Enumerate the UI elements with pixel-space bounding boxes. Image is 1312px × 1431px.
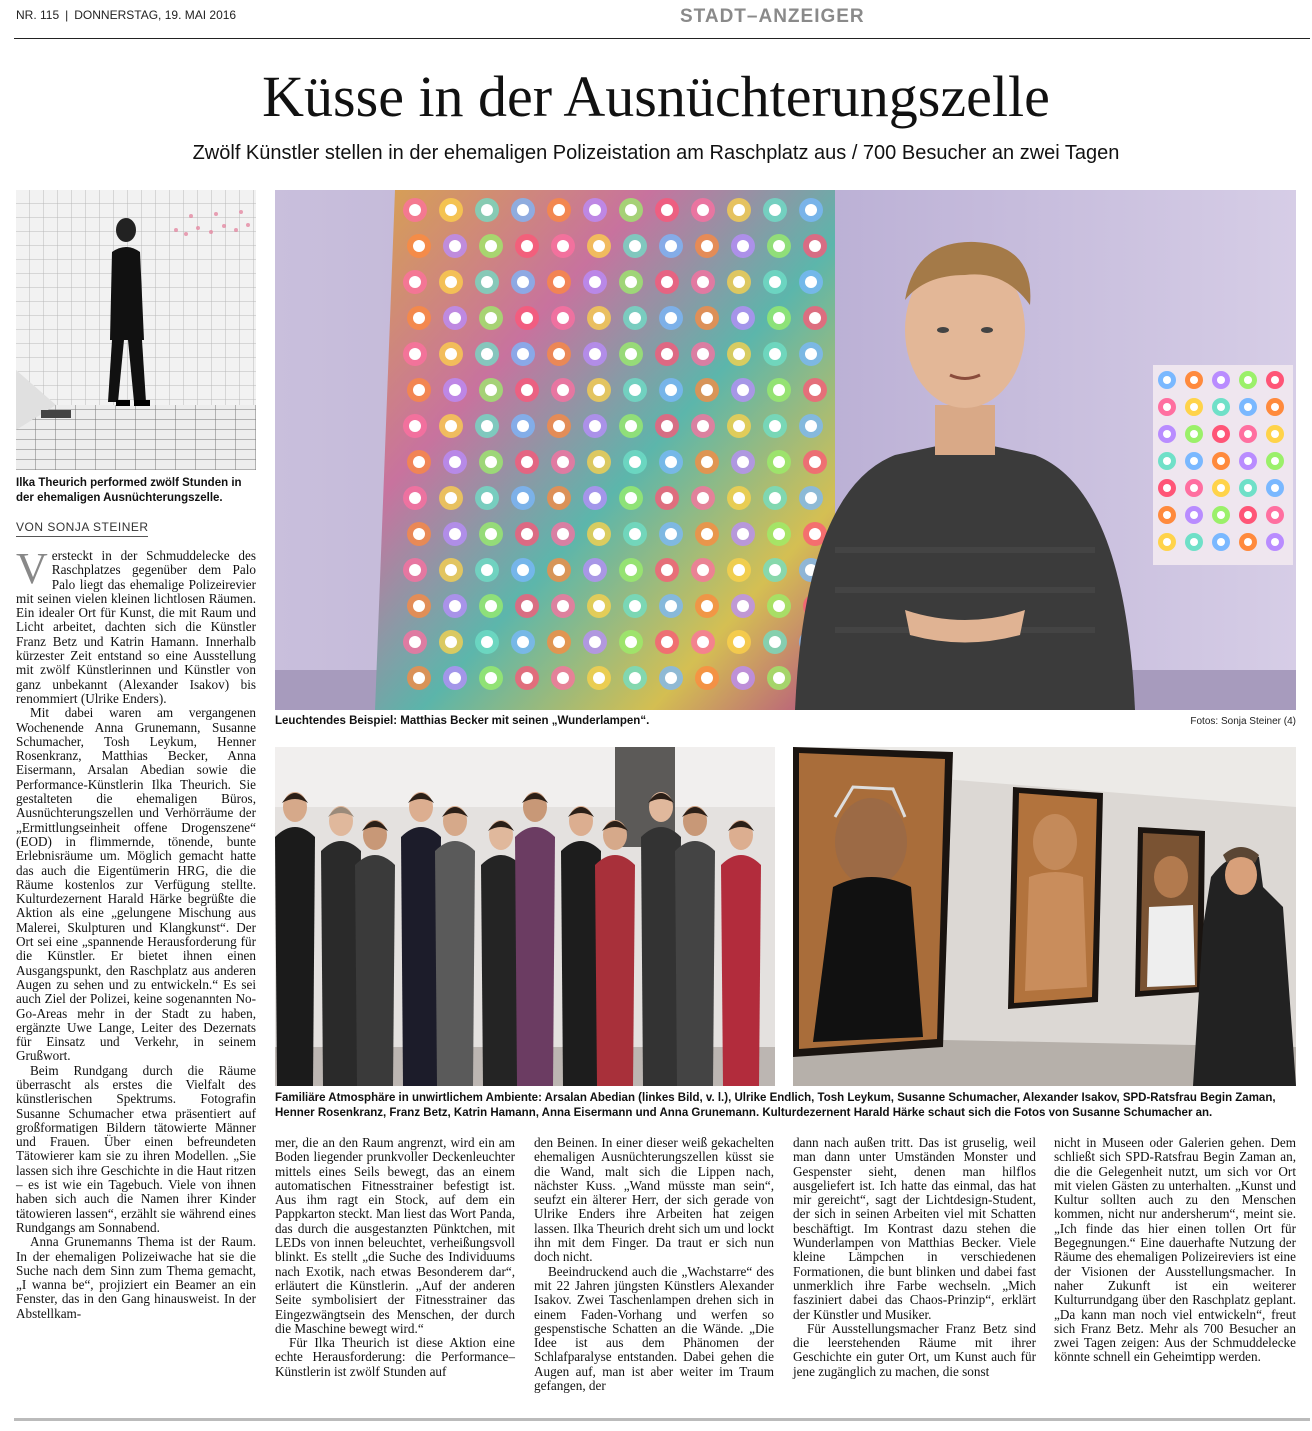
article-lead-text: ersteckt in der Schmuddelecke des Raschplatzes gegenüber dem Palo Palo liegt das ehemalige Polizeirevier mit seinen vielen kleinen lichtlosen Räumen. Ein idealer Ort für Kunst, die mit Raum und Licht arbeitet, dachten sich die Künstler Franz Betz und Katrin Hamann. Innerhalb kürzester Zeit entstand so eine Ausstellung mit zwölf Künstlerinnen und Künstler von ganz unbekannt (Alexander Isakov) bis renommiert (Ulrike Enders).	[16, 548, 256, 706]
photo-group	[275, 747, 775, 1086]
article-column-2	[275, 1136, 515, 1379]
headline: Küsse in der Ausnüchterungszelle	[262, 64, 1050, 129]
byline: VON SONJA STEINER	[16, 520, 149, 534]
article-paragraph: Beeindruckend auch die „Wachstarre“ des mit 22 Jahren jüngsten Künstlers Alexander Isakov. Zwei Taschenlampen drehen sich in einem Faden-Vorhang und werfen so gespenstische Schatten an die Wände. „Die Idee ist aus dem Phänomen der Schlafparalyse entstanden. Dabei gehen die Augen auf, man ist aber weiter im Traum gefangen, der	[534, 1263, 774, 1394]
article-paragraph: Beim Rundgang durch die Räume überrascht als erstes die Vielfalt des künstlerischen Spektrums. Fotografin Susanne Schumacher etwa präsentiert auf großformatigen Bildern tätowierte Männer und Frauen. Über einen befreundeten Tätowierer kam sie zu ihren Modellen. „Sie lassen sich ihre Geschichte in die Haut ritzen – es ist wie ein Tagebuch. Viele von ihnen haben sich auch die Namen ihrer Kinder tätowieren lassen“, erzählt sie während eines Rundgangs am Sonnabend.	[16, 1062, 256, 1235]
header-rule	[14, 38, 1310, 39]
caption-bottom: Familiäre Atmosphäre in unwirtlichem Ambiente: Arsalan Abedian (linkes Bild, v. l.), Ulrike Endlich, Tosh Leykum, Susanne Schumacher, Alexander Isakov, SPD-Ratsfrau Begin Zaman, Henner Rosenkranz, Franz Betz, Katrin Hamann, Anna Eisermann und Anna Grunemann. Kulturdezernent Harald Härke schaut sich die Fotos von Susanne Schumacher an.	[275, 1092, 1276, 1119]
article-paragraph: Anna Grunemanns Thema ist der Raum. In der ehemaligen Polizeiwache hat sie die Suche nach dem Sinn zum Thema gemacht, „I wanna be“, projiziert ein Beamer an ein Fenster, das in den Gang hinausweist. In der Abstellkam-	[16, 1234, 256, 1321]
article-paragraph: Für Ausstellungsmacher Franz Betz sind die leerstehenden Räume mit ihrer Geschichte ein guter Ort, um Kunst auch für jene zugänglich zu machen, die sonst	[793, 1320, 1036, 1379]
subheadline: Zwölf Künstler stellen in der ehemaligen Polizeistation am Raschplatz aus / 700 Besucher an zwei Tagen	[192, 142, 1120, 164]
article-paragraph: Mit dabei waren am vergangenen Wochenende Anna Grunemann, Susanne Schumacher, Tosh Leykum, Henner Rosenkranz, Matthias Becker, Anna Eisermann, Arsalan Abedian sowie die Performance-Künstlerin Ilka Theurich. Sie gestalteten die ehemaligen Büros, Ausnüchterungszellen und Verhörräume der „Ermittlungseinheit offene Drogenszene“ (EOD) in flimmernde, tönende, bunte Erlebnisräume um. Möglich gemacht hatte das auch die Eigentümerin HRG, die die Räume kostenlos zur Verfügung stellte. Kulturdezernent Harald Härke begrüßte die Aktion als eine „gelungene Mischung aus Malerei, Skulpturen und Klangkunst“. Der Ort sei eine „spannende Herausforderung für die Künstler. Er bietet ihnen einen Ausgangspunkt, den Raschplatz aus anderen Augen zu sehen und zu entwickeln.“ Es sei auch Ziel der Polizei, keine sogenannten No-Go-Areas mehr in der Stadt zu haben, ergänzte Uwe Lange, Leiter des Dezernats für Einsatz und Verkehr, in seinem Grußwort.	[16, 705, 256, 1064]
article-paragraph: dann nach außen tritt. Das ist gruselig, weil man dann unter Umständen Monster und Gespenster sieht, denen man hilflos ausgeliefert ist. Ich hatte das einmal, das hat mir gereicht“, sagt der Lichtdesign-Student, der sich in seinen Arbeiten viel mit Schatten beschäftigt. Im Kontrast dazu stehen die Wunderlampen von Matthias Becker. Viele kleine Lämpchen in verschiedenen Formationen, die bunt blinken und dabei fast unmerklich ihre Farbe wechseln. „Mich fasziniert dabei das Chaos-Prinzip“, erklärt der Künstler und Musiker.	[793, 1135, 1036, 1322]
footer-rule	[14, 1418, 1310, 1421]
photo-tattoo-exhibit	[793, 747, 1296, 1086]
article-column-3	[534, 1136, 774, 1393]
photo-performer	[16, 190, 256, 470]
article-paragraph: nicht in Museen oder Galerien gehen. Dem schließt sich SPD-Ratsfrau Begin Zaman an, die die Gelegenheit nutzt, um sich vor Ort mit vielen Gästen zu unterhalten. „Kunst und Kultur sollten auch zu den Menschen kommen, nicht nur andersherum“, meint sie. „Ich finde das hier einen tollen Ort für Begegnungen.“ Eine dauerhafte Nutzung der Räume des ehemaligen Polizeireviers ist eine der Visionen der Ausstellungsmacher. In naher Zukunft ist ein weiterer Kulturrundgang über den Raschplatz geplant. „Da kann man noch viel entwickeln“, freut sich Franz Betz. Mehr als 700 Besucher an zwei Tagen zeigen: Aus der Schmuddelecke könnte schnell ein Geheimtipp werden.	[1054, 1135, 1296, 1365]
photo-main	[275, 190, 1296, 710]
section-title: STADT–ANZEIGER	[680, 6, 865, 27]
photo-credit: Fotos: Sonja Steiner (4)	[1190, 716, 1296, 727]
article-column-1	[16, 544, 256, 1321]
caption-main: Leuchtendes Beispiel: Matthias Becker mit seinen „Wunderlampen“.	[275, 715, 650, 727]
article-paragraph: den Beinen. In einer dieser weiß gekachelten ehemaligen Ausnüchterungszellen küsst sie die Wand, malt sich die Lippen nach, nächster Kuss. „Wand müsste man sein“, seufzt ein älterer Herr, der sich gerade von Ulrike Enders ihre Arbeiten hat zeigen lassen. Ilka Theurich dreht sich um und lockt ihn mit dem Finger. Da traut er sich nun doch nicht.	[534, 1135, 774, 1265]
article-paragraph	[16, 544, 256, 706]
caption-performer: Ilka Theurich performed zwölf Stunden in der ehemaligen Ausnüchterungszelle.	[16, 477, 242, 504]
article-paragraph: mer, die an den Raum angrenzt, wird ein am Boden liegender prunkvoller Deckenleuchter mittels eines Seils bewegt, das an einem automatischen Fitnesstrainer befestigt ist. Aus ihm ragt ein Stock, auf dem ein Pappkarton steckt. Man liest das Wort Panda, das durch die ausgestanzten Pünktchen, mit LEDs von innen beleuchtet, verheißungsvoll blinkt. Es stellt „die Suche des Individuums nach Exotik, nach etwas Besonderem dar“, erläutert die Künstlerin. „Auf der anderen Seite symbolisiert der Fitnesstrainer das Eingezwängtsein des Menschen, der durch die Maschine bewegt wird.“	[275, 1135, 515, 1336]
article-column-4	[793, 1136, 1036, 1379]
dropcap: V	[16, 544, 48, 593]
separator: |	[65, 8, 69, 22]
byline-rule	[16, 536, 148, 537]
article-paragraph: Für Ilka Theurich ist diese Aktion eine echte Herausforderung: die Performance–Künstlerin ist zwölf Stunden auf	[275, 1335, 515, 1379]
masthead-info	[16, 8, 236, 22]
issue-number: NR. 115	[16, 8, 60, 22]
issue-date: DONNERSTAG, 19. MAI 2016	[74, 8, 237, 22]
article-column-5	[1054, 1136, 1296, 1365]
